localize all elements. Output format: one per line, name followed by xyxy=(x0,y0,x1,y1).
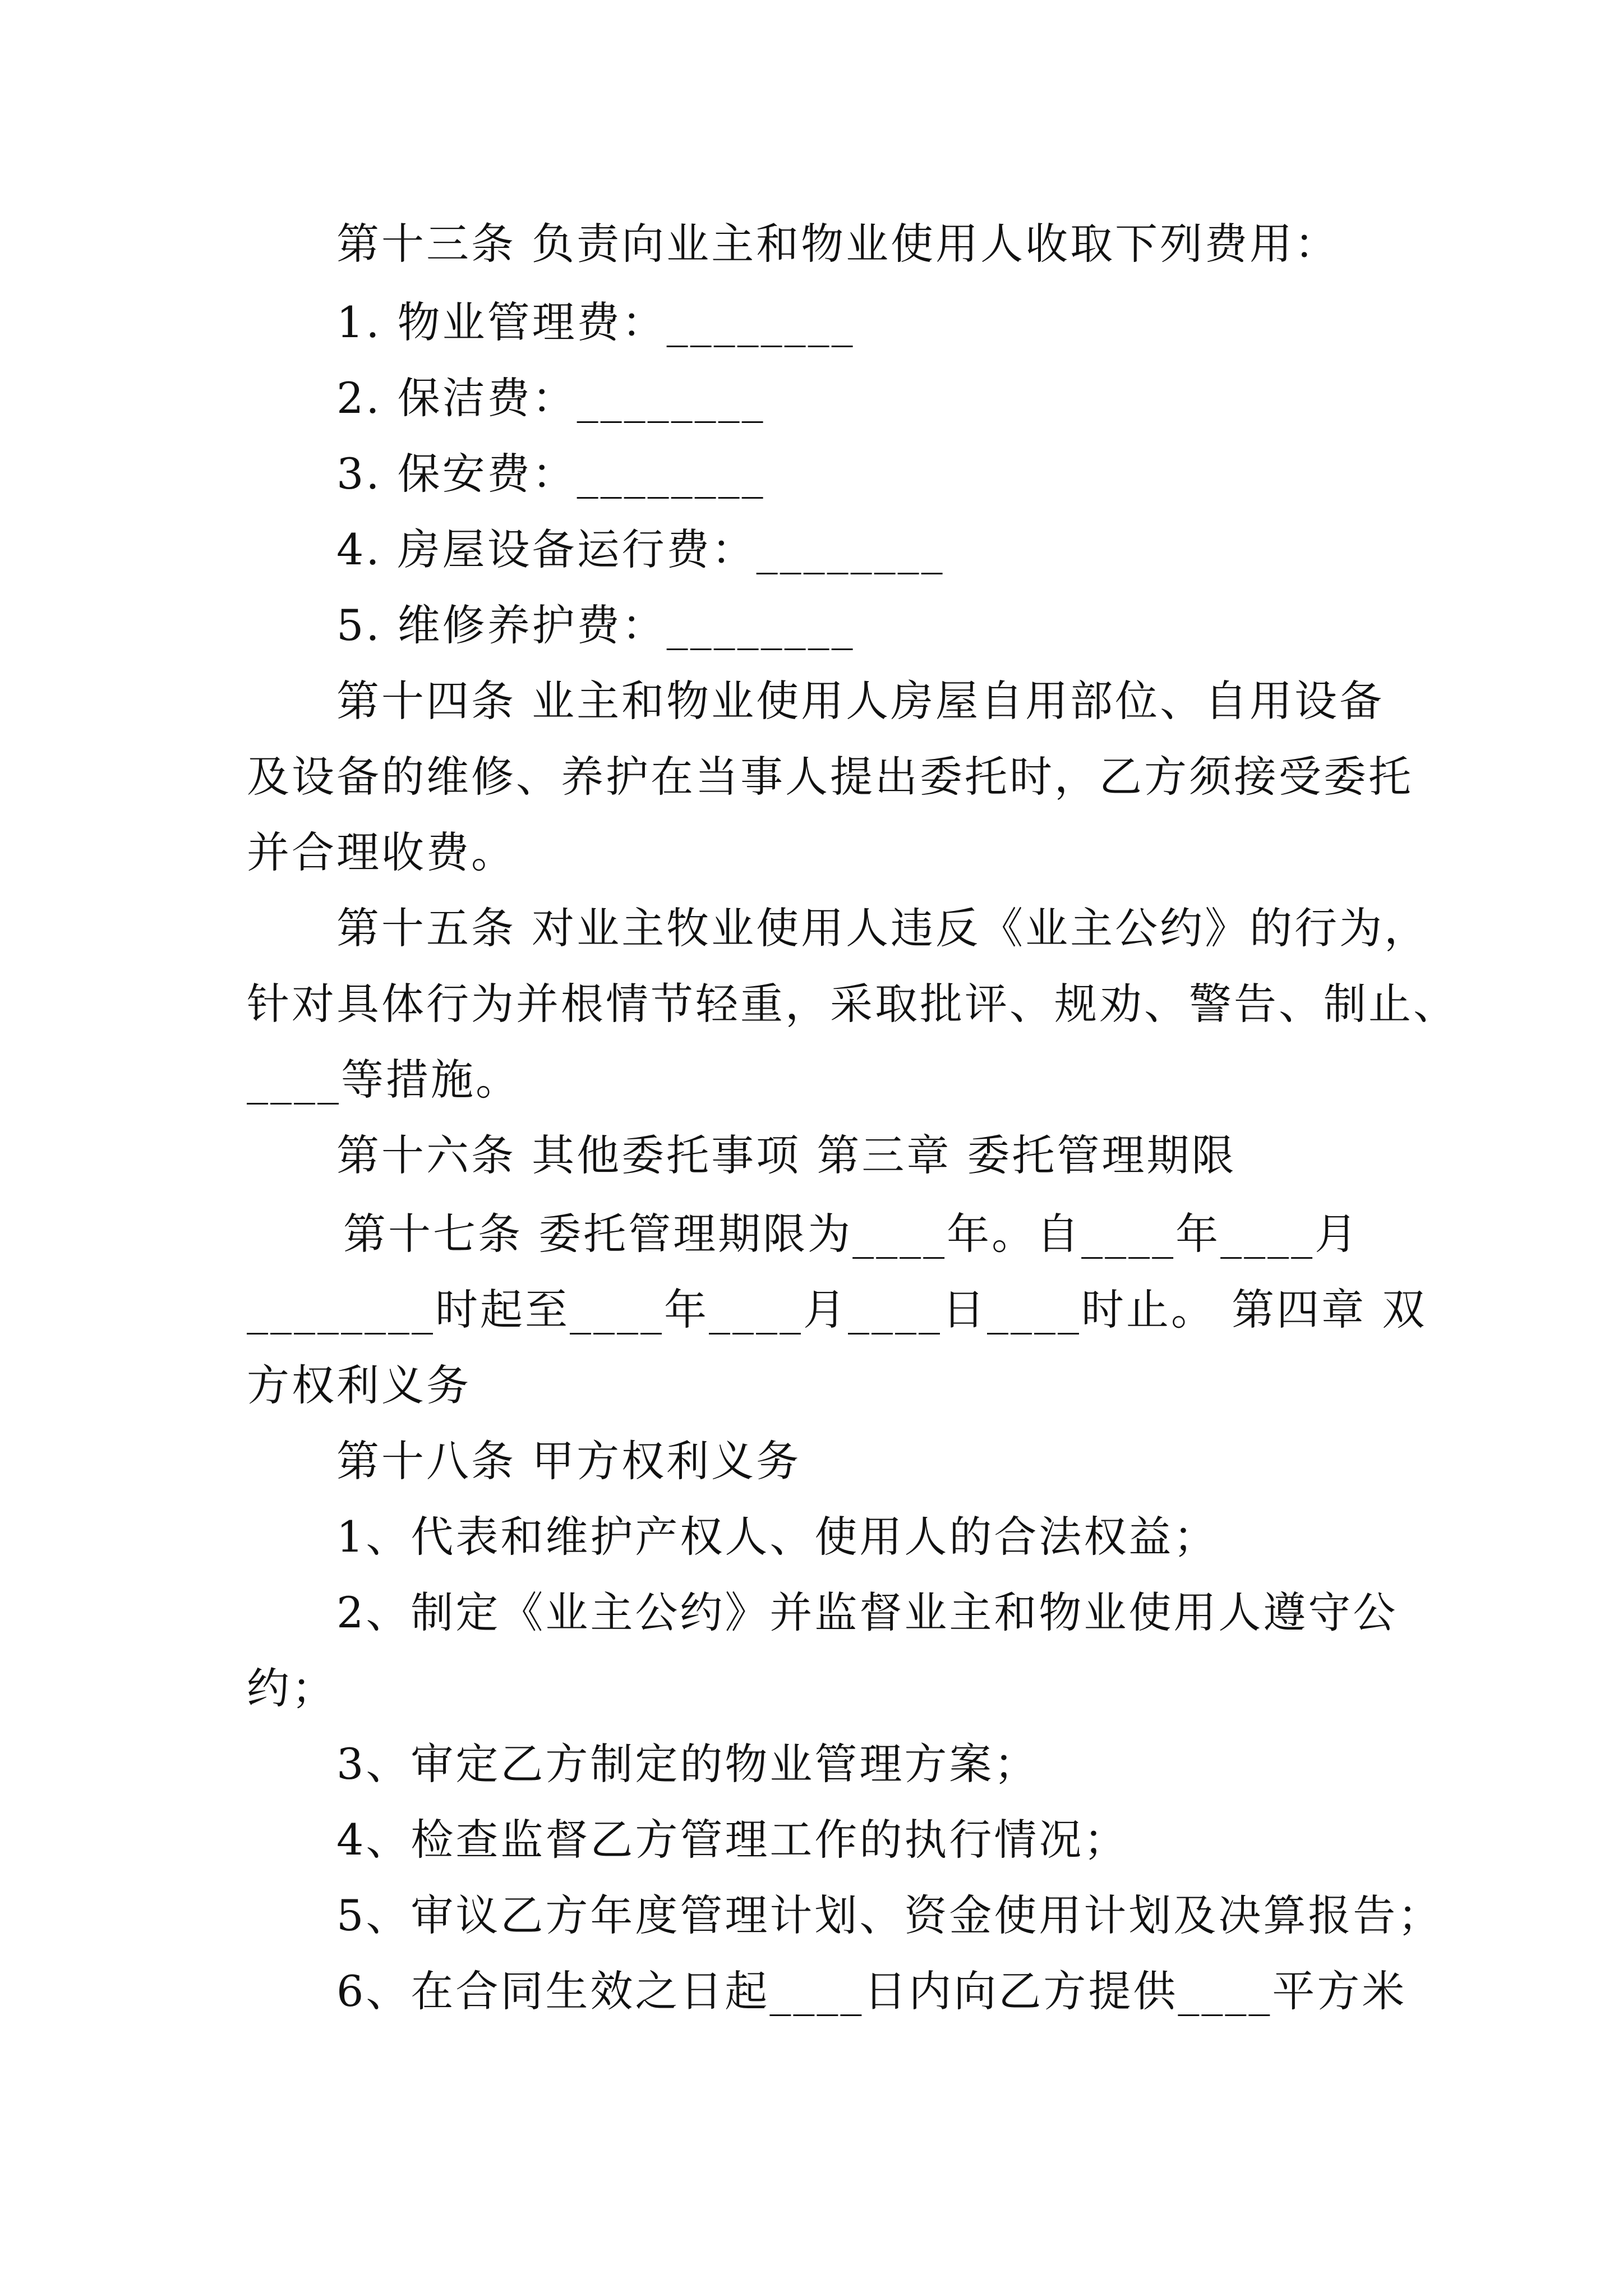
article-16-line: 第十六条 其他委托事项 第三章 委托管理期限 xyxy=(336,1130,1237,1180)
article-15-line-1: 第十五条 对业主牧业使用人违反《业主公约》的行为， xyxy=(336,903,1430,953)
article-14-line-1: 第十四条 业主和物业使用人房屋自用部位、自用设备 xyxy=(336,676,1385,726)
fee-item-3: 3. 保安费：________ xyxy=(336,449,766,499)
article-17-line-2: ________时起至____年____月____日____时止。 第四章 双 xyxy=(247,1285,1427,1335)
article-14-line-3: 并合理收费。 xyxy=(247,827,516,877)
article-17-line-1: 第十七条 委托管理期限为____年。自____年____月 xyxy=(343,1209,1360,1259)
article-13-heading: 第十三条 负责向业主和物业使用人收取下列费用： xyxy=(336,219,1340,269)
fee-item-1: 1. 物业管理费：________ xyxy=(336,297,855,347)
party-a-item-1: 1、代表和维护产权人、使用人的合法权益； xyxy=(336,1512,1219,1562)
article-15-line-2: 针对具体行为并根情节轻重，采取批评、规劝、警告、制止、 xyxy=(247,979,1458,1029)
chapter-4-title-tail: 方权利义务 xyxy=(247,1360,471,1410)
article-14-line-2: 及设备的维修、养护在当事人提出委托时，乙方须接受委托 xyxy=(247,752,1413,802)
party-a-item-6: 6、在合同生效之日起____日内向乙方提供____平方米 xyxy=(336,1966,1407,2016)
party-a-item-4: 4、检查监督乙方管理工作的执行情况； xyxy=(336,1815,1129,1865)
fee-item-2: 2. 保洁费：________ xyxy=(336,373,766,423)
fee-item-4: 4. 房屋设备运行费：________ xyxy=(336,524,945,574)
article-18-heading: 第十八条 甲方权利义务 xyxy=(336,1436,801,1486)
party-a-item-5: 5、审议乙方年度管理计划、资金使用计划及决算报告； xyxy=(336,1890,1443,1940)
article-15-line-3: ____等措施。 xyxy=(247,1055,520,1105)
party-a-item-2-line-1: 2、制定《业主公约》并监督业主和物业使用人遵守公 xyxy=(336,1588,1398,1637)
party-a-item-3: 3、审定乙方制定的物业管理方案； xyxy=(336,1739,1039,1789)
party-a-item-2-line-2: 约； xyxy=(247,1663,336,1713)
fee-item-5: 5. 维修养护费：________ xyxy=(336,600,855,650)
